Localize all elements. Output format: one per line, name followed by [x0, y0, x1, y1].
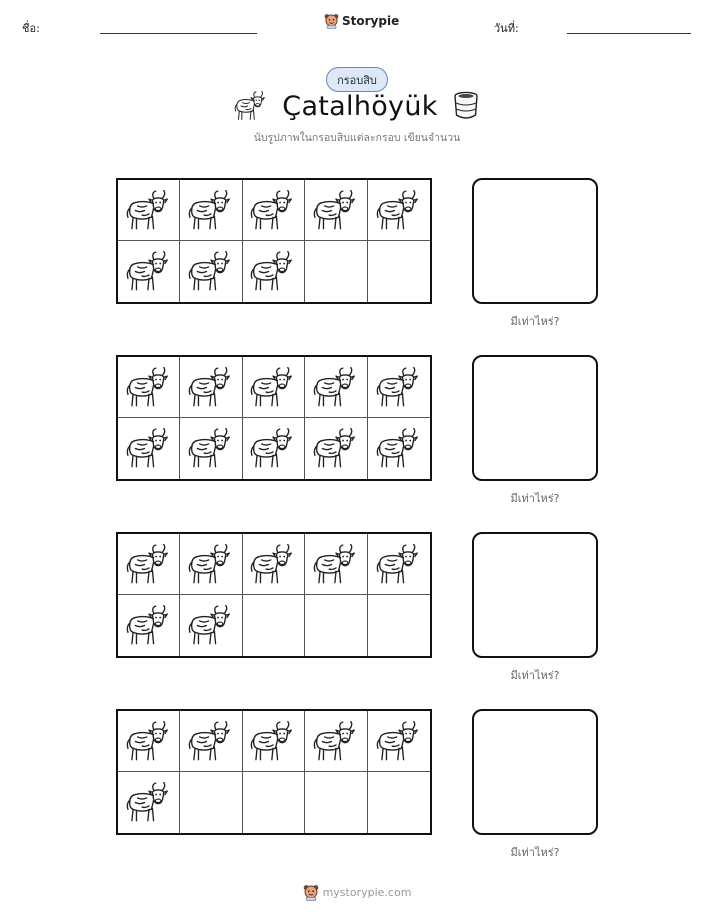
answer-box-1[interactable]	[472, 178, 598, 304]
ten-frame-2	[116, 355, 432, 481]
bull-icon	[250, 721, 296, 762]
filled-cell	[368, 357, 430, 418]
bull-icon	[126, 782, 172, 823]
topic-badge: กรอบสิบ	[326, 67, 388, 92]
name-label: ชื่อ:	[22, 22, 40, 35]
bull-icon	[376, 428, 422, 469]
filled-cell	[368, 180, 430, 241]
question-label-2: มีเท่าไหร่?	[510, 492, 560, 505]
question-label-1: มีเท่าไหร่?	[510, 315, 560, 328]
bull-icon	[376, 367, 422, 408]
filled-cell	[118, 772, 180, 833]
filled-cell	[305, 534, 367, 595]
bull-icon	[250, 367, 296, 408]
page-title: Çatalhöyük	[282, 90, 438, 122]
empty-cell	[243, 595, 305, 656]
bull-icon	[250, 544, 296, 585]
bull-icon	[234, 91, 268, 121]
filled-cell	[243, 357, 305, 418]
ten-frame-4	[116, 709, 432, 835]
filled-cell	[305, 418, 367, 479]
empty-cell	[368, 772, 430, 833]
clay-pot-icon	[452, 90, 480, 122]
filled-cell	[305, 711, 367, 772]
date-label: วันที่:	[494, 22, 519, 35]
filled-cell	[118, 711, 180, 772]
filled-cell	[243, 711, 305, 772]
bull-icon	[250, 251, 296, 292]
bull-icon	[313, 190, 359, 231]
empty-cell	[305, 595, 367, 656]
filled-cell	[118, 595, 180, 656]
filled-cell	[305, 357, 367, 418]
bull-icon	[376, 721, 422, 762]
bull-icon	[188, 190, 234, 231]
empty-cell	[243, 772, 305, 833]
bull-icon	[188, 367, 234, 408]
filled-cell	[368, 418, 430, 479]
filled-cell	[180, 241, 242, 302]
bull-icon	[188, 605, 234, 646]
question-label-3: มีเท่าไหร่?	[510, 669, 560, 682]
filled-cell	[243, 180, 305, 241]
bull-icon	[126, 367, 172, 408]
bull-icon	[126, 721, 172, 762]
filled-cell	[118, 241, 180, 302]
filled-cell	[118, 357, 180, 418]
empty-cell	[305, 772, 367, 833]
filled-cell	[305, 180, 367, 241]
filled-cell	[180, 534, 242, 595]
bull-icon	[313, 544, 359, 585]
bull-icon	[250, 428, 296, 469]
name-line[interactable]	[100, 33, 257, 34]
bull-icon	[188, 428, 234, 469]
answer-box-2[interactable]	[472, 355, 598, 481]
bull-icon	[126, 428, 172, 469]
empty-cell	[368, 595, 430, 656]
filled-cell	[243, 418, 305, 479]
filled-cell	[118, 418, 180, 479]
empty-cell	[368, 241, 430, 302]
bull-icon	[126, 605, 172, 646]
footer	[0, 884, 714, 901]
question-label-4: มีเท่าไหร่?	[510, 846, 560, 859]
storypie-mascot-icon	[303, 884, 319, 901]
bull-icon	[376, 544, 422, 585]
storypie-mascot-icon	[324, 13, 339, 29]
filled-cell	[243, 241, 305, 302]
bull-icon	[250, 190, 296, 231]
brand-name: Storypie	[342, 14, 400, 28]
bull-icon	[126, 544, 172, 585]
filled-cell	[180, 711, 242, 772]
filled-cell	[368, 534, 430, 595]
empty-cell	[305, 241, 367, 302]
filled-cell	[243, 534, 305, 595]
brand-logo	[324, 13, 399, 29]
filled-cell	[180, 180, 242, 241]
answer-box-4[interactable]	[472, 709, 598, 835]
bull-icon	[313, 367, 359, 408]
ten-frame-1	[116, 178, 432, 304]
filled-cell	[180, 418, 242, 479]
title-row	[0, 90, 714, 122]
empty-cell	[180, 772, 242, 833]
filled-cell	[118, 534, 180, 595]
bull-icon	[188, 721, 234, 762]
answer-box-3[interactable]	[472, 532, 598, 658]
bull-icon	[188, 251, 234, 292]
bull-icon	[126, 251, 172, 292]
bull-icon	[188, 544, 234, 585]
date-line[interactable]	[567, 33, 691, 34]
filled-cell	[368, 711, 430, 772]
instructions: นับรูปภาพในกรอบสิบแต่ละกรอบ เขียนจำนวน	[253, 132, 461, 144]
filled-cell	[180, 357, 242, 418]
ten-frame-3	[116, 532, 432, 658]
footer-url[interactable]: mystorypie.com	[322, 886, 412, 899]
bull-icon	[126, 190, 172, 231]
bull-icon	[376, 190, 422, 231]
filled-cell	[180, 595, 242, 656]
bull-icon	[313, 721, 359, 762]
filled-cell	[118, 180, 180, 241]
bull-icon	[313, 428, 359, 469]
